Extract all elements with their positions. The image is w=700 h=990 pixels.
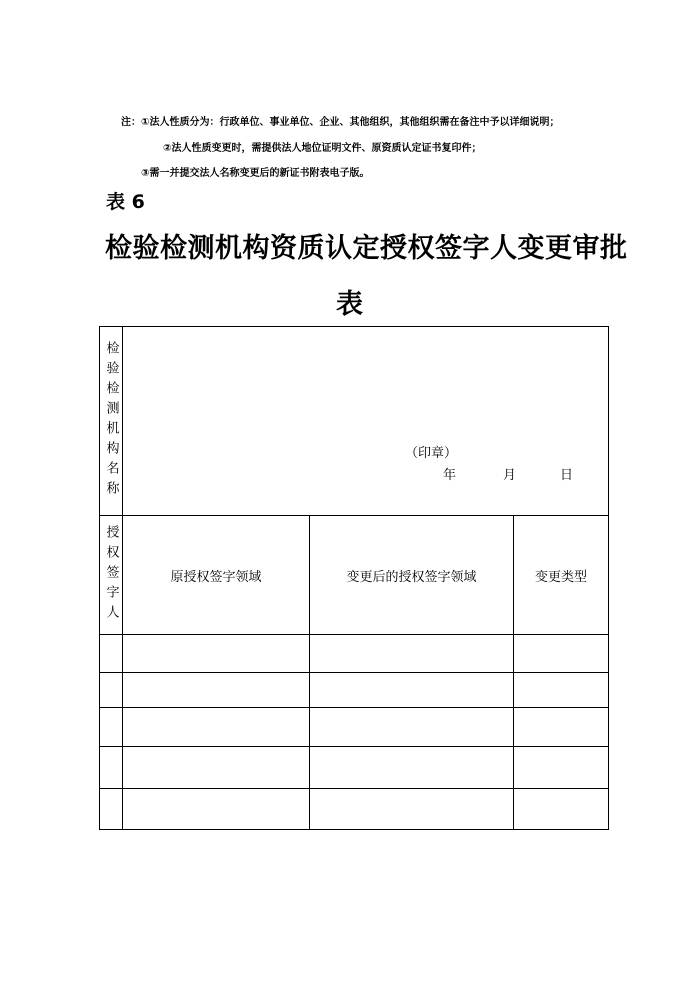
note-line-1: 注：①法人性质分为：行政单位、事业单位、企业、其他组织，其他组织需在备注中予以详细说明； [121,117,560,128]
original-field-cell[interactable] [123,708,310,747]
original-field-cell[interactable] [123,747,310,789]
document-title-line-2: 表 [336,289,363,320]
original-field-cell[interactable] [123,673,310,708]
signatory-header-row [100,516,609,635]
signatory-name-cell[interactable] [100,708,123,747]
signatory-name-cell[interactable] [100,635,123,673]
original-field-cell[interactable] [123,635,310,673]
changed-field-cell[interactable] [310,635,514,673]
col-changed-header: 变更后的授权签字领域 [310,516,514,635]
changed-field-cell[interactable] [310,789,514,830]
original-field-cell[interactable] [123,789,310,830]
signatory-label: 授权签字人 [103,525,119,625]
org-name-label-cell [100,327,123,516]
table-row [100,673,609,708]
table-row [100,747,609,789]
change-type-cell[interactable] [514,635,609,673]
changed-field-cell[interactable] [310,708,514,747]
date-month-label: 月 [503,468,517,483]
note-line-3: ③需一并提交法人名称变更后的新证书附表电子版。 [141,168,370,179]
change-type-cell[interactable] [514,708,609,747]
signatory-label-cell [100,516,123,635]
changed-field-cell[interactable] [310,673,514,708]
date-day-label: 日 [560,468,574,483]
change-type-cell[interactable] [514,673,609,708]
signatory-name-cell[interactable] [100,747,123,789]
org-name-field[interactable] [123,327,609,516]
date-year-label: 年 [443,468,457,483]
signatory-name-cell[interactable] [100,673,123,708]
table-row [100,789,609,830]
change-type-cell[interactable] [514,789,609,830]
changed-field-cell[interactable] [310,747,514,789]
note-line-2: ②法人性质变更时，需提供法人地位证明文件、原资质认定证书复印件； [163,143,482,154]
org-name-row [100,327,609,516]
seal-label: （印章） [405,446,458,461]
signatory-name-cell[interactable] [100,789,123,830]
document-title-line-1: 检验检测机构资质认定授权签字人变更审批 [105,233,628,264]
col-original-header: 原授权签字领域 [123,516,310,635]
col-type-header: 变更类型 [514,516,609,635]
table-row [100,708,609,747]
change-type-cell[interactable] [514,747,609,789]
org-name-label: 检验检测机构名称 [103,341,119,501]
table-number-label: 表 6 [106,191,145,213]
approval-form-table [99,326,609,830]
table-row [100,635,609,673]
